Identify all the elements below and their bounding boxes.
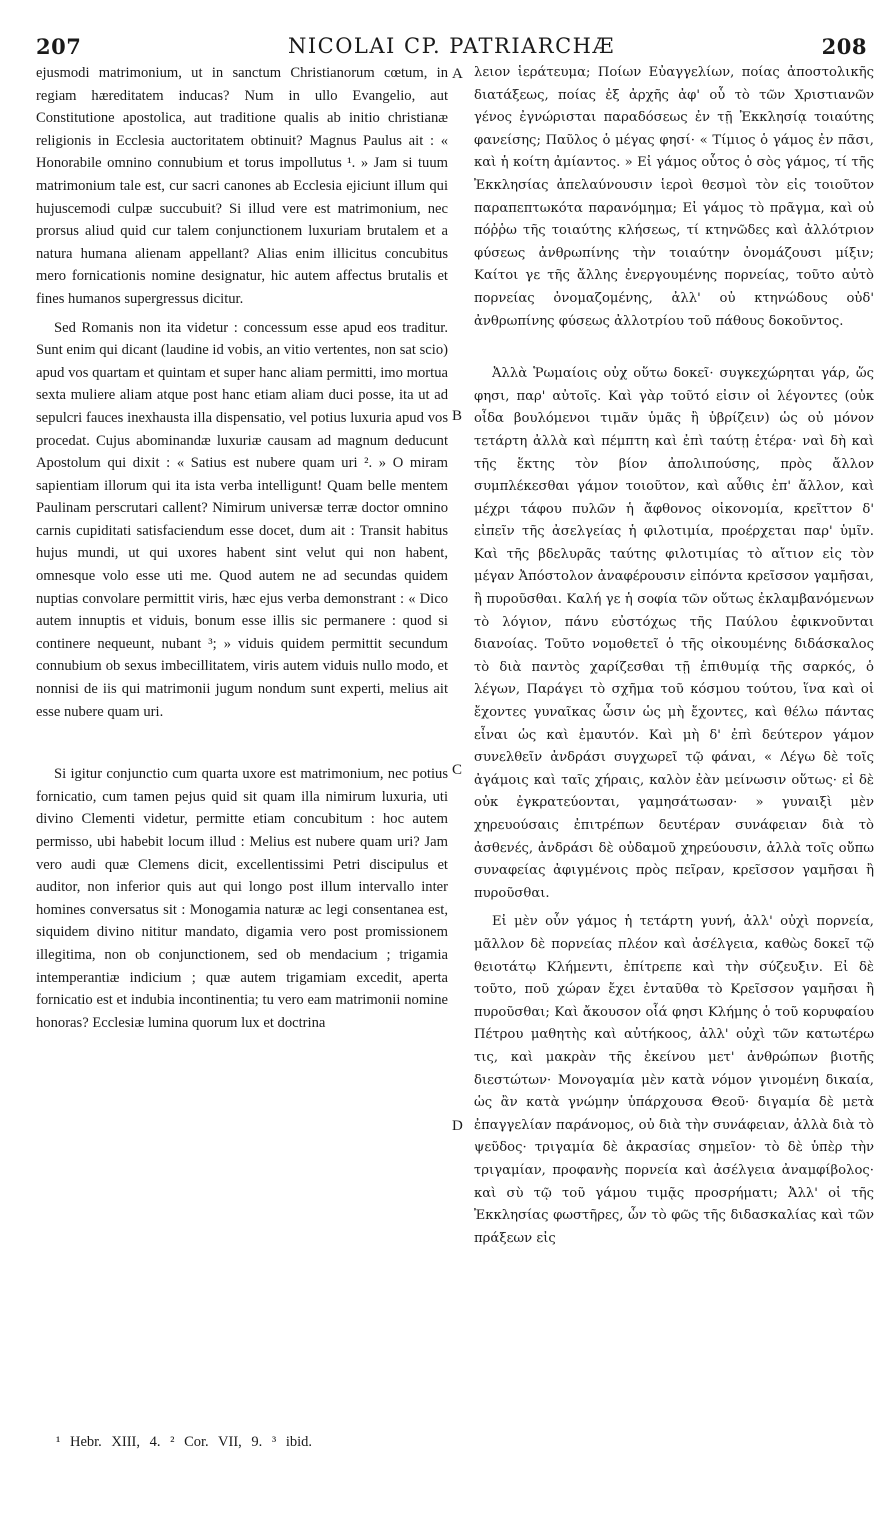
margin-letter-d: D xyxy=(452,1118,463,1134)
left-page-number: 207 xyxy=(36,34,82,59)
margin-letter-a: A xyxy=(452,66,463,82)
latin-column xyxy=(36,62,448,1034)
latin-paragraph-3: Si igitur conjunctio cum quarta uxore est matrimonium, nec potius fornicatio, cum tamen pejus quid sit quam illa nimirum luxuria, uti divino Clementi videtur, permitte etiam concubitum : hoc autem permisso, ubi habebit locum illud : Melius est nubere quam uri? Jam vero audi quæ Clemens dicit, excellentissimi Petri discipulus et auditor, non inferior quis aut qui longo post illum intervallo inter homines conversatus sit : Monogamia naturæ ac legi consentanea est, siquidem divino nititur mandato, digamia vero post promissionem illegitima, non ob conjunctionem, sed ob mendacium ; trigamia intemperantiæ indicium ; quæ autem trigamiam excedit, aperta fornicatio est et indubia incontinentia; tu vero eam matrimonii nomine honoras? Ecclesiæ lumina quorum lux et doctrina xyxy=(36,766,448,1031)
right-page-number: 208 xyxy=(821,34,867,59)
greek-paragraph-1: λειον ἱεράτευμα; Ποίων Εὐαγγελίων, ποίας ἀποστολικῆς διατάξεως, ποίας ἐξ ἀρχῆς ἀφ' οὗ τὸ τῶν Χριστιανῶν γένος ἐγνώρισται παραδόσεως ἐν τῇ Ἐκκλησίᾳ τοιαύτης φανείσης; Παῦλος ὁ μέγας φησί· « Τίμιος ὁ γάμος ἐν πᾶσι, καὶ ἡ κοίτη ἀμίαντος. » Εἰ γάμος οὗτος ὁ σὸς γάμος, τί τῆς Ἐκκλησίας ἀπελαύνουσιν ἱεροὶ θεσμοὶ τὸν εἰς τοιοῦτον παραπεπτωκότα παρανόμημα; Εἰ γάμος τὸ πρᾶγμα, καὶ οὐ πόῤῥω τῆς τοιαύτης κλήσεως, τί κτηνῶδες καὶ ἀλλότριον φύσεως ἀνθρωπίνης τὴν τοιαύτην ὀνομάζουσι μίξιν; Καίτοι γε τῆς ἄλλης ἐνεργουμένης πορνείας, τοῦτο αὐτὸ πορνείας ὀνομαζομένης, ἀλλ' οὐ κτηνώδους οὐδ' ἀνθρωπίνης φύσεως ἀλλοτρίου τοῦ πάθους δοκοῦντος. xyxy=(474,65,874,329)
margin-letter-b: B xyxy=(452,408,463,424)
greek-paragraph-3: Εἰ μὲν οὖν γάμος ἡ τετάρτη γυνή, ἀλλ' οὐχὶ πορνεία, μᾶλλον δὲ πορνείας πλέον καὶ ἀσέλγεια, καθὼς δοκεῖ τῷ θειοτάτῳ Κλήμεντι, ἐπίτρεπε καὶ τὴν σύζευξιν. Εἰ δὲ τοῦτο, ποῦ χώραν ἔχει ἐνταῦθα τὸ Κρεῖσσον γαμῆσαι ἢ πυροῦσθαι; Καὶ ἄκουσον οἷά φησι Κλήμης ὁ τοῦ κορυφαίου Πέτρου μαθητὴς καὶ αὐτήκοος, ἀλλ' οὐχὶ τῶν κατωτέρω τις, καὶ μακρὰν τῆς ἐκείνου μετ' ἀνθρώπων βιοτῆς διεστώτων· Μονογαμία μὲν κατὰ νόμον γινομένη δικαία, ὡς ἂν κατὰ γνώμην ὑπάρχουσα Θεοῦ· διγαμία δὲ μετὰ ἐπαγγελίαν παράνομος, οὐ διὰ τὴν συνάφειαν, ἀλλὰ διὰ τὸ ψεῦδος· τριγαμία δὲ ἀκρασίας σημεῖον· τὸ δὲ ὑπὲρ τὴν τριγαμίαν, προφανὴς πορνεία καὶ ἀσέλγεια ἀναμφίβολος· καὶ σὺ τῷ τοῦ γάμου τιμᾷς προσρήματι; Ἀλλ' οἱ τῆς Ἐκκλησίας φωστῆρες, ὧν τὸ φῶς τῆς διδασκαλίας καὶ τῶν πράξεων εἰς xyxy=(474,914,874,1246)
page-header xyxy=(36,8,867,59)
greek-column xyxy=(474,62,874,1250)
latin-paragraph-1: ejusmodi matrimonium, ut in sanctum Christianorum cœtum, in regiam hæreditatem inducas? Num in ullo Evangelio, aut Constitutione apostolica, aut traditione qualis ab initio christianæ religionis in Ecclesia auctoritatem obtinuit? Magnus Paulus ait : « Honorabile omnino connubium et torus impollutus ¹. » Jam si tuum matrimonium tale est, cur sacri canones ab Ecclesia ejiciunt illum qui hujuscemodi culpæ succubuit? Si illud vere est matrimonium, nec prorsus aliud quid cur talem conjunctionem luxuriam brutalem et a natura humana alienam appellant? Alias enim illicitus concubitus mero fornicationis nomine designatur, hic autem affectus brutalis et fines humanos supergressus dicitur. xyxy=(36,65,448,307)
margin-letter-c: C xyxy=(452,762,463,778)
footnotes: ¹ Hebr. XIII, 4. ² Cor. VII, 9. ³ ibid. xyxy=(56,1434,313,1450)
latin-paragraph-2: Sed Romanis non ita videtur : concessum esse apud eos traditur. Sunt enim qui dicant (laudine id vobis, an vitio vertentes, non sat scio) apud vos quartam et quintam et super hanc aliam permitti, imo mortua sexta muliere aliam atque post hanc etiam aliam duci posse, ita ut ad sepulcri fauces inexhausta illa dispensatio, vel potius luxuria apud vos procedat. Cujus abominandæ luxuriæ causam ad magnum deducunt Apostolum qui dixit : « Satius est nubere quam uri ². » O miram sapientiam illorum qui ita ista verba intelligunt! Quam belle mentem Paulinam perscrutari callent? Nimirum universæ terræ doctor omnino carnis cupiditati satisfaciendum esse docet, dum ait : Transit habitus hujus mundi, ut qui uxores habent sint velut qui non habent, omnesque volo esse uti me. Quod autem ne ad secundas quidem nuptias convolare permittit viris, hæc ejus verba demonstrant : « Dico autem innuptis et viduis, bonum esse illis sic permanere : quod si continere nequeunt, nubant ³; » viduis quidem permittit secundum connubium ob sexus imbecillitatem, viris autem viduis nullo modo, et nonnisi de iis qui matrimonii jugum nondum sunt experti, melius ait esse nubere quam uri. xyxy=(36,319,448,720)
running-head: NICOLAI CP. PATRIARCHÆ xyxy=(287,34,616,58)
greek-paragraph-2: Ἀλλὰ Ῥωμαίοις οὐχ οὕτω δοκεῖ· συγκεχώρηται γάρ, ὥς φησι, παρ' αὐτοῖς. Καὶ γὰρ τοῦτό εἰσιν οἱ λέγοντες (οὐκ οἶδα βουλόμενοι τιμᾶν ὑμᾶς ἢ ὑβρίζειν) ὡς οὐ μόνον τετάρτη ἀλλὰ καὶ πέμπτη καὶ ἐπὶ ταύτῃ ἑτέρα· ναὶ δὴ καὶ τῆς ἕκτης τὸν βίον ἀπολιπούσης, πρὸς ἄλλον συμπλέκεσθαι γάμον τοιοῦτον, καὶ αὖθις ἐπ' ἄλλον, καὶ μέχρι τάφου πυλῶν ἡ ἄφθονος οἰκονομία, κρεῖττον δ' εἰπεῖν τῆς ἀσελγείας ἡ φιλοτιμία, προέρχεται παρ' ὑμῖν. Καὶ τῆς βδελυρᾶς ταύτης φιλοτιμίας τὸ αἴτιον εἰς τὸν μέγαν Ἀπόστολον ἀναφέρουσιν εἰπόντα κρεῖσσον γαμῆσαι, ἢ πυροῦσθαι. Καλή γε ἡ σοφία τῶν οὕτως ἐκλαμβανόμενων τὸ λόγιον, πάνυ εὐστόχως τῆς Παύλου ἐφικνοῦνται διανοίας. Τοῦτο νομοθετεῖ ὁ τῆς οἰκουμένης διδάσκαλος τὸ διὰ παντὸς χαρίζεσθαι τῇ ἐπιθυμίᾳ τῆς σαρκός, ὁ λέγων, Παράγει τὸ σχῆμα τοῦ κόσμου τούτου, ἵνα καὶ οἱ ἔχοντες γυναῖκας ὦσιν ὡς μὴ ἔχοντες, καὶ θέλω πάντας εἶναι ὡς καὶ ἐμαυτόν. Καὶ μὴ δ' ἐπὶ δεύτερον γάμον συνελθεῖν ἀνδράσι συγχωρεῖ τῷ φάναι, « Λέγω δὲ τοῖς ἀγάμοις καὶ ταῖς χήραις, καλὸν ἐὰν μείνωσιν οὕτως· εἰ δὲ οὐκ ἐγκρατεύονται, γαμησάτωσαν· » γυναιξὶ μὲν χηρευούσαις ἐπιτρέπων δευτέραν συνάφειαν διὰ τὸ ἀσθενές, ἀνδράσι δὲ οὐδαμοῦ χηρεύουσιν, ἀλλὰ τοῖς οὔπω συναφείας ἀφιγμένοις πρὸς πεῖραν, κρεῖσσον γαμῆσαι ἢ πυροῦσθαι. xyxy=(474,366,874,901)
